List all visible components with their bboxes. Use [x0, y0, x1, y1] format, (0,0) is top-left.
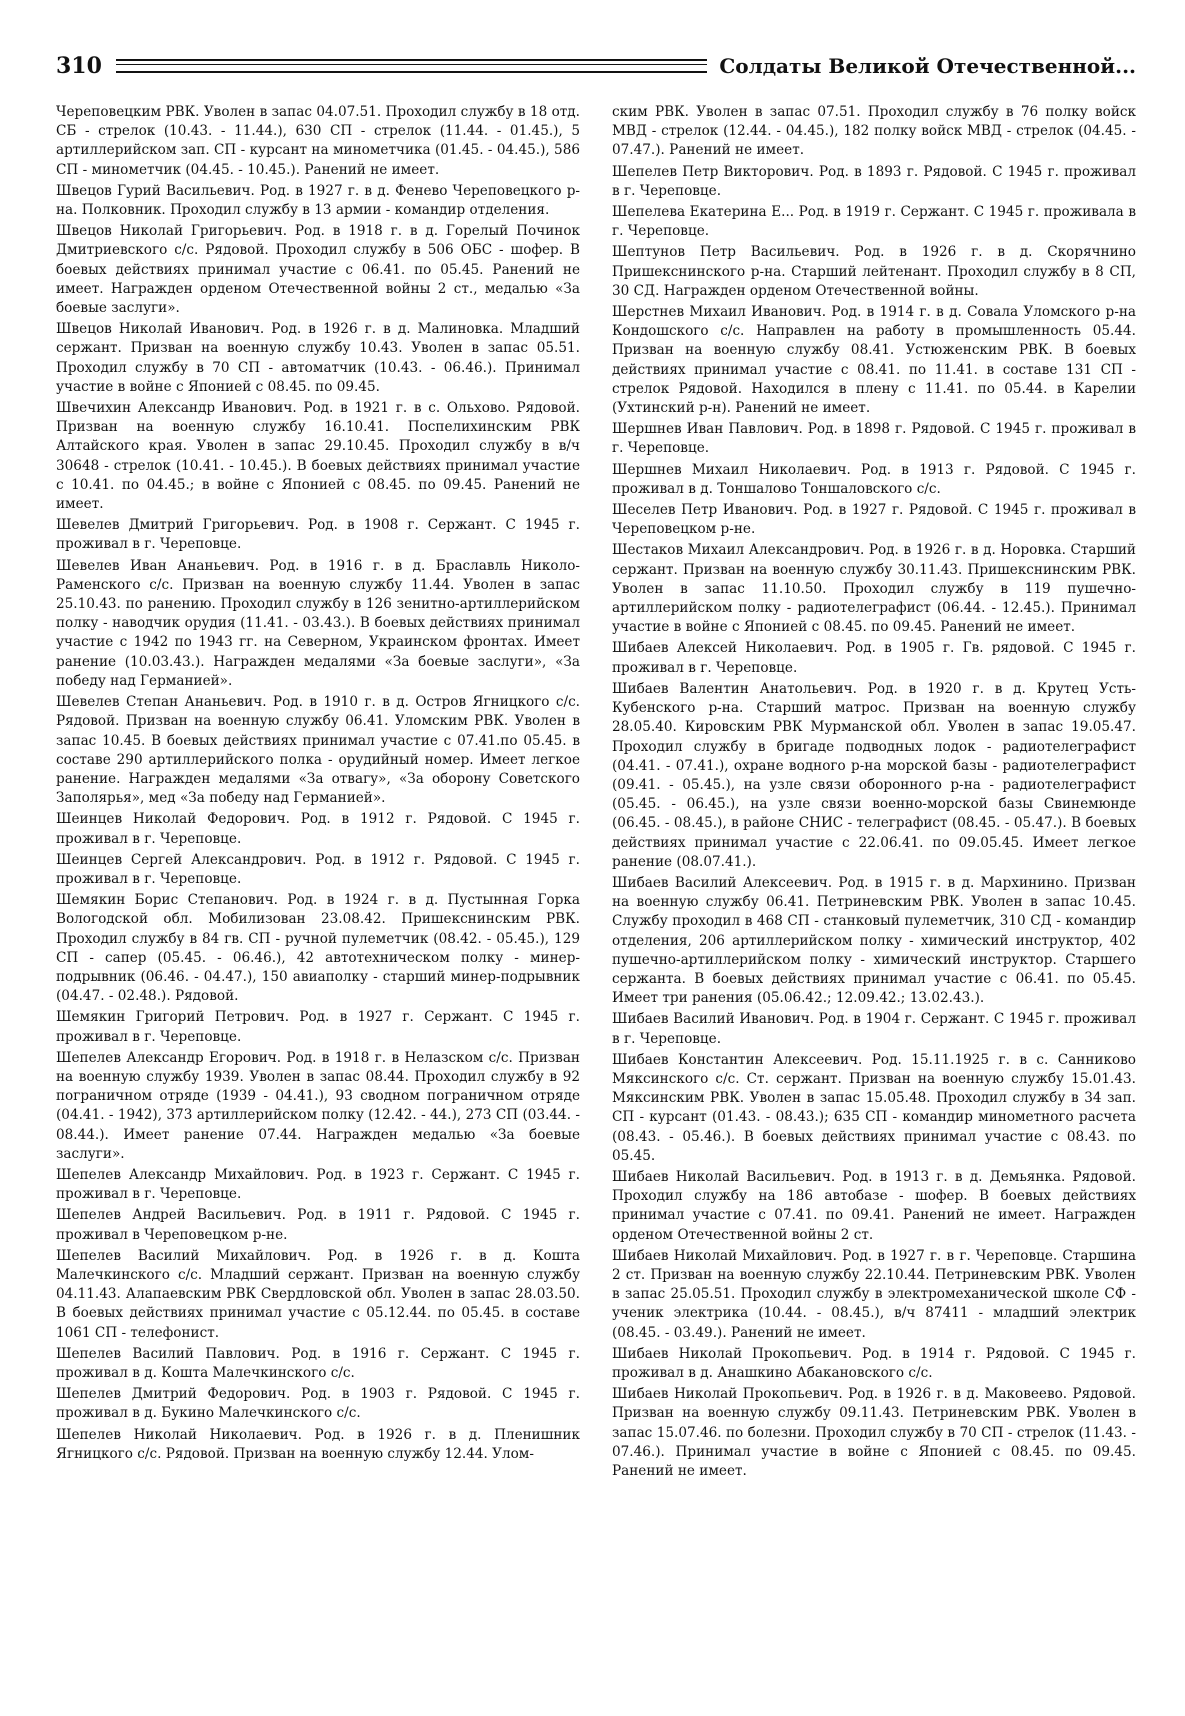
- biography-entry: Швецов Николай Григорьевич. Род. в 1918 г. в д. Горелый Починок Дмитриевского с/с. Рядовой. Проходил службу в 506 ОБС - шофер. В боевых действиях принимал участие с 06.41. по 05.45. Ранений не имеет. Награжден орденом Отечественной войны 2 ст., медалью «За боевые заслуги».: [56, 223, 580, 317]
- biography-entry: Шепелев Василий Михайлович. Род. в 1926 г. в д. Кошта Малечкинского с/с. Младший сержант. Призван на военную службу 04.11.43. Алапаевским РВК Свердловской обл. Уволен в запас 28.03.50. В боевых действиях принимал участие с 05.12.44. по 05.45. в составе 1061 СП - телефонист.: [56, 1247, 580, 1341]
- biography-entry: Шепелев Василий Павлович. Род. в 1916 г. Сержант. С 1945 г. проживал в д. Кошта Малечкинского с/с.: [56, 1345, 580, 1381]
- biography-entry: Шибаев Николай Михайлович. Род. в 1927 г. в г. Череповце. Старшина 2 ст. Призван на военную службу 22.10.44. Петриневским РВК. Уволен в запас 25.05.51. Проходил службу в электромеханической школе СФ - ученик электрика (10.44. - 08.45.), в/ч 87411 - младший электрик (08.45. - 03.49.). Ранений не имеет.: [612, 1247, 1136, 1341]
- left-column: [56, 103, 580, 1693]
- biography-entry: Шибаев Василий Алексеевич. Род. в 1915 г. в д. Мархинино. Призван на военную службу 06.41. Петриневским РВК. Уволен в запас 10.45. Службу проходил в 468 СП - станковый пулеметчик, 310 СД - командир отделения, 206 артиллерийском полку - химический инструктор, 402 пушечно-артиллерийском полку - химический инструктор. Старшего сержанта. В боевых действиях принимал участие с 06.41. по 05.45. Имеет три ранения (05.06.42.; 12.09.42.; 13.02.43.).: [612, 874, 1136, 1007]
- biography-entry: ским РВК. Уволен в запас 07.51. Проходил службу в 76 полку войск МВД - стрелок (12.44. - 04.45.), 182 полку войск МВД - стрелок (04.45. - 07.47.). Ранений не имеет.: [612, 104, 1136, 159]
- biography-entry: Шибаев Алексей Николаевич. Род. в 1905 г. Гв. рядовой. С 1945 г. проживал в г. Череповце.: [612, 640, 1136, 676]
- biography-entry: Швецов Гурий Васильевич. Род. в 1927 г. в д. Фенево Череповецкого р-на. Полковник. Проходил службу в 13 армии - командир отделения.: [56, 182, 580, 219]
- header-rule: [116, 59, 707, 73]
- biography-entry: Швечихин Александр Иванович. Род. в 1921 г. в с. Ольховo. Рядовой. Призван на военную службу 16.10.41. Поспелихинским РВК Алтайского края. Уволен в запас 29.10.45. Проходил службу в в/ч 30648 - стрелок (10.41. - 10.45.). В боевых действиях принимал участие с 10.41. по 04.45.; в войне с Японией с 08.45. по 09.45. Ранений не имеет.: [56, 400, 580, 513]
- running-title: Солдаты Великой Отечественной...: [719, 54, 1136, 78]
- biography-entry: Швецов Николай Иванович. Род. в 1926 г. в д. Малиновка. Младший сержант. Призван на военную службу 10.43. Уволен в запас 05.51. Проходил службу в 70 СП - автоматчик (10.43. - 06.46.). Принимал участие в войне с Японией с 08.45. по 09.45.: [56, 321, 580, 395]
- biography-entry: Шерстнев Михаил Иванович. Род. в 1914 г. в д. Совала Уломского р-на Кондошского с/с. Направлен на работу в промышленность 05.44. Призван на военную службу 08.41. Устюженским РВК. В боевых действиях принимал участие с 08.41. по 11.41. в составе 131 СП - стрелок Рядовой. Находился в плену с 11.41. по 05.44. в Карелии (Ухтинский р-н). Ранений не имеет.: [612, 304, 1136, 417]
- biography-entry: Шибаев Николай Прокопьевич. Род. в 1926 г. в д. Маковеево. Рядовой. Призван на военную службу 09.11.43. Петриневским РВК. Уволен в запас 15.07.46. по болезни. Проходил службу в 70 СП - стрелок (11.43. - 07.46.). Принимал участие в войне с Японией с 08.45. по 09.45. Ранений не имеет.: [612, 1386, 1136, 1480]
- biography-entry: Шевелев Степан Ананьевич. Род. в 1910 г. в д. Остров Ягницкого с/с. Рядовой. Призван на военную службу 06.41. Уломским РВК. Уволен в запас 10.45. В боевых действиях принимал участие с 07.41.по 05.45. в составе 290 артиллерийского полка - орудийный номер. Имеет легкое ранение. Награжден медалями «За отвагу», «За оборону Советского Заполярья», мед «За победу над Германией».: [56, 694, 580, 807]
- biography-entry: Шемякин Григорий Петрович. Род. в 1927 г. Сержант. С 1945 г. проживал в г. Череповце.: [56, 1009, 580, 1045]
- biography-entry: Шибаев Валентин Анатольевич. Род. в 1920 г. в д. Крутец Усть-Кубенского р-на. Старший матрос. Призван на военную службу 28.05.40. Кировским РВК Мурманской обл. Уволен в запас 19.05.47. Проходил службу в бригаде подводных лодок - радиотелеграфист (04.41. - 07.41.), охране водного р-на морской базы - радиотелеграфист (09.41. - 05.45.), на узле связи оборонного р-на - радиотелеграфист (05.45. - 06.45.), на узле связи военно-морской базы Свинемюнде (06.45. - 08.45.), в районе СНИС - телеграфист (08.45. - 05.47.). В боевых действиях принимал участие с 22.06.41. по 09.05.45. Имеет легкое ранение (08.07.41.).: [612, 680, 1136, 870]
- biography-entry: Шепелев Дмитрий Федорович. Род. в 1903 г. Рядовой. С 1945 г. проживал в д. Букино Малечкинского с/с.: [56, 1386, 580, 1422]
- biography-entry: Шепелев Андрей Васильевич. Род. в 1911 г. Рядовой. С 1945 г. проживал в Череповецком р-не.: [56, 1207, 580, 1243]
- biography-entry: Шершнев Михаил Николаевич. Род. в 1913 г. Рядовой. С 1945 г. проживал в д. Тоншалово Тоншаловского с/с.: [612, 461, 1136, 497]
- biography-entry: Шестаков Михаил Александрович. Род. в 1926 г. в д. Норовка. Старший сержант. Призван на военную службу 30.11.43. Пришекснинским РВК. Уволен в запас 11.10.50. Проходил службу в 119 пушечно-артиллерийском полку - радиотелеграфист (06.44. - 12.45.). Принимал участие в войне с Японией с 08.45. по 09.45. Ранений не имеет.: [612, 542, 1136, 636]
- right-column: [612, 103, 1136, 1693]
- biography-entry: Шепелев Петр Викторович. Род. в 1893 г. Рядовой. С 1945 г. проживал в г. Череповце.: [612, 163, 1136, 199]
- biography-entry: Шемякин Борис Степанович. Род. в 1924 г. в д. Пустынная Горка Вологодской обл. Мобилизован 23.08.42. Пришекснинским РВК. Проходил службу в 84 гв. СП - ручной пулеметчик (08.42. - 05.45.), 129 СП - сапер (05.45. - 06.46.), 42 автотехническом полку - минер-подрывник (06.46. - 04.47.), 150 авиаполку - старший минер-подрывник (04.47. - 02.48.). Рядовой.: [56, 892, 580, 1005]
- biography-entry: Шепелева Екатерина Е... Род. в 1919 г. Сержант. С 1945 г. проживала в г. Череповце.: [612, 204, 1136, 240]
- biography-entry: Шибаев Николай Васильевич. Род. в 1913 г. в д. Демьянка. Рядовой. Проходил службу на 186 автобазе - шофер. В боевых действиях принимал участие с 07.41. по 09.41. Ранений не имеет. Награжден орденом Отечественной войны 2 ст.: [612, 1168, 1136, 1243]
- biography-entry: Шершнев Иван Павлович. Род. в 1898 г. Рядовой. С 1945 г. проживал в г. Череповце.: [612, 421, 1136, 457]
- biography-entry: Шевелев Иван Ананьевич. Род. в 1916 г. в д. Браславль Николо-Раменского с/с. Призван на военную службу 11.44. Уволен в запас 25.10.43. по ранению. Проходил службу в 126 зенитно-артиллерийском полку - наводчик орудия (11.41. - 03.43.). В боевых действиях принимал участие с 1942 по 1943 гг. на Северном, Украинском фронтах. Имеет ранение (10.03.43.). Награжден медалями «За боевые заслуги», «За победу над Германией».: [56, 557, 580, 689]
- biography-entry: Шибаев Константин Алексеевич. Род. 15.11.1925 г. в с. Санниково Мяксинского с/с. Ст. сержант. Призван на военную службу 15.01.43. Мяксинским РВК. Уволен в запас 15.05.48. Проходил службу в 34 зап. СП - курсант (01.43. - 08.43.); 635 СП - командир минометного расчета (08.43. - 05.46.). В боевых действиях принимал участие с 08.43. по 05.45.: [612, 1051, 1136, 1164]
- biography-entry: Шеинцев Сергей Александрович. Род. в 1912 г. Рядовой. С 1945 г. проживал в г. Череповце.: [56, 851, 580, 887]
- biography-entry: Шеинцев Николай Федорович. Род. в 1912 г. Рядовой. С 1945 г. проживал в г. Череповце.: [56, 811, 580, 847]
- biography-entry: Череповецким РВК. Уволен в запас 04.07.51. Проходил службу в 18 отд. СБ - стрелок (10.43. - 11.44.), 630 СП - стрелок (11.44. - 01.45.), 5 артиллерийском зап. СП - курсант на минометчика (01.45. - 04.45.), 586 СП - минометчик (04.45. - 10.45.). Ранений не имеет.: [56, 104, 580, 178]
- biography-entry: Шепелев Александр Егорович. Род. в 1918 г. в Нелазском с/с. Призван на военную службу 1939. Уволен в запас 08.44. Проходил службу в 92 пограничном отряде (1939 - 04.41.), 93 сводном пограничном отряде (04.41. - 1942), 373 артиллерийском полку (12.42. - 44.), 273 СП (03.44. - 08.44.). Имеет ранение 07.44. Награжден медалью «За боевые заслуги».: [56, 1049, 580, 1162]
- biography-entry: Шепелев Александр Михайлович. Род. в 1923 г. Сержант. С 1945 г. проживал в г. Череповце.: [56, 1166, 580, 1203]
- biography-entry: Шептунов Петр Васильевич. Род. в 1926 г. в д. Скорячнино Пришекснинского р-на. Старший лейтенант. Проходил службу в 8 СП, 30 СД. Награжден орденом Отечественной войны.: [612, 244, 1136, 299]
- page-number: 310: [56, 53, 102, 79]
- page-header: [56, 46, 1136, 86]
- text-columns: [56, 103, 1136, 1693]
- biography-entry: Шибаев Василий Иванович. Род. в 1904 г. Сержант. С 1945 г. проживал в г. Череповце.: [612, 1011, 1136, 1047]
- biography-entry: Шеселев Петр Иванович. Род. в 1927 г. Рядовой. С 1945 г. проживал в Череповецком р-не.: [612, 502, 1136, 538]
- biography-entry: Шевелев Дмитрий Григорьевич. Род. в 1908 г. Сержант. С 1945 г. проживал в г. Череповце.: [56, 517, 580, 553]
- biography-entry: Шепелев Николай Николаевич. Род. в 1926 г. в д. Пленишник Ягницкого с/с. Рядовой. Призван на военную службу 12.44. Улом-: [56, 1426, 580, 1462]
- biography-entry: Шибаев Николай Прокопьевич. Род. в 1914 г. Рядовой. С 1945 г. проживал в д. Анашкино Абакановского с/с.: [612, 1345, 1136, 1381]
